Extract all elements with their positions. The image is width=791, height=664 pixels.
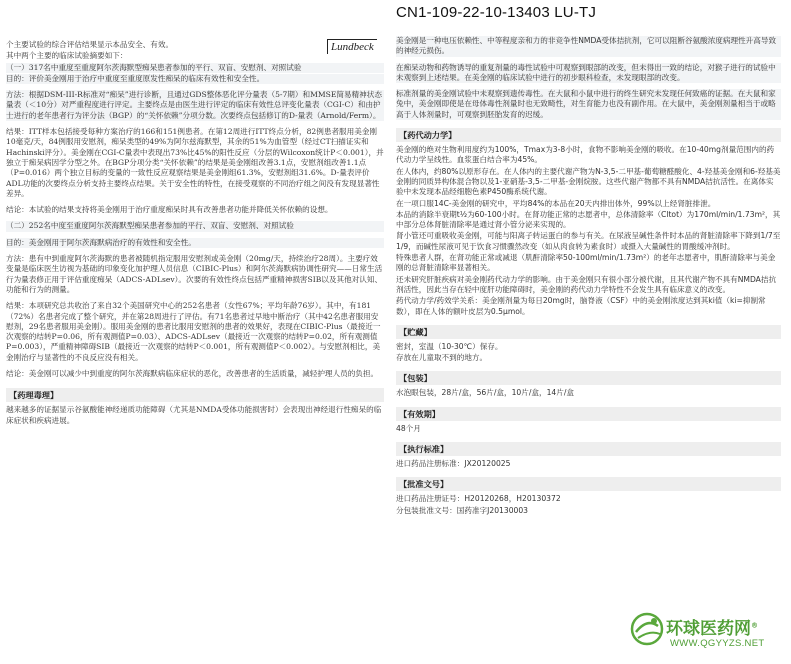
storage-header: 【贮藏】 [396, 325, 781, 339]
trial1-method: 方法：根据DSM-III-R标准对“痴呆”进行诊断，且通过GDS整体恶化评分量表（5-7期）和MMSE简易精神状态量表（＜10分）对严重程度进行评定。主要终点是由医生进行评定的临床有效性总评变化量表（CGI-C）和由护士进行的老年患者行为评分法（BGP）的“关怀依赖”分项分数。次要终点包括修订的D-量表（Arnold/Ferm）。 [6, 90, 384, 121]
approval-header: 【批准文号】 [396, 477, 781, 491]
pk-hepatic: 还未研究肝脏疾病对美金刚药代动力学的影响。由于美金刚只有很小部分被代谢，且其代谢产物不具有NMDA拮抗剂活性，因此当存在轻中度肝功能障碍时，美金刚的药代动力学特性不会发生具有临床意义的改变。 [396, 274, 777, 294]
approval-text-2: 分包装批准文号：国药准字J20130003 [396, 505, 529, 515]
pharmacology-text-1: 美金刚是一种电压依赖性、中等程度亲和力的非竞争性NMDA受体拮抗剂，它可以阻断谷氨酸浓度病理性升高导致的神经元损伤。 [396, 36, 781, 57]
package-header: 【包装】 [396, 371, 781, 385]
watermark-url: WWW.QGYYZS.NET [670, 638, 765, 649]
trial1-conclusion: 结论：本试验的结果支持将美金刚用于治疗重度痴呆时具有改善患者功能并降低关怀依赖的设想。 [6, 205, 333, 215]
globe-logo-icon [630, 612, 664, 646]
trial2-conclusion: 结论：美金刚可以减少中到重度的阿尔茨海默病临床症状的恶化，改善患者的生活质量，减轻护理人员的负担。 [6, 369, 379, 379]
pk-special-populations: 特殊患者人群，在肾功能正常或减退（肌酐清除率50-100ml/min/1.73m²）的老年志愿者中，肌酐清除率与美金刚的总肾脏清除率显著相关。 [396, 253, 776, 273]
trial2-title: （二）252名中度至重度阿尔茨海默型痴呆患者参加的平行、双盲、安慰剂、对照试验 [6, 221, 384, 231]
pharmacology-toxicology-header: 【药理毒理】 [6, 388, 384, 402]
document-code: CN1-109-22-10-13403 LU-TJ [396, 4, 597, 21]
pk-renal: 肾小管还可重吸收美金刚，可能与阳离子转运蛋白的参与有关。在尿液呈碱性条件时本品的肾脏清除率下降到1/7至1/9，而碱性尿液可见于饮食习惯骤然改变（如从肉食转为素食时）或摄入大量碱性的胃酸缓冲剂时。 [396, 231, 781, 251]
lundbeck-logo: Lundbeck [327, 39, 377, 54]
validity-text: 48个月 [396, 423, 421, 433]
storage-text-2: 存放在儿童取不到的地方。 [396, 353, 488, 363]
trial1-result: 结果：ITT样本包括接受每种方案治疗的166和151例患者。在第12周进行ITT终点分析，82例患者服用美金刚10毫克/天，84例服用安慰剂，痴呆类型的49%为阿尔兹海默型，其余的51%为血管型（经过CT扫描证实和Hachinski评分）。美金刚在CGI-C量表中表现出73%比45%的阳性反应（分层的Wilcoxon统计P＜0.001），并独立于痴呆病因学分型之外。在BGP分项分类“关怀依赖”的结果是美金刚组改善3.1点，安慰剂组改善1.1点（P=0.016）两个独立目标的变量的一致性反应观察结果是美金刚组61.3%，安慰剂组31.6%。D-量表评价ADL功能的次要终点分析支持主要终点结果。关于安全性的特性，在接受观察的不同治疗组之间没有发现显著性差异。 [6, 127, 384, 198]
trial1-title: （一）317名中重度至重度阿尔茨海默型痴呆患者参加的平行、双盲、安慰剂、对照试验 [6, 63, 384, 73]
left-column [6, 40, 384, 655]
intro-text-2: 其中两个主要的临床试验摘要如下： [6, 51, 128, 61]
pk-excretion: 在一项口服14C-美金刚的研究中，平均84%的本品在20天内排出体外，99%以上经肾脏排泄。 [396, 198, 716, 208]
package-text: 水泡眼包装，28片/盒，56片/盒，10片/盒，14片/盒 [396, 388, 574, 398]
validity-header: 【有效期】 [396, 407, 781, 421]
watermark [630, 610, 785, 658]
right-column [396, 36, 781, 654]
trial1-goal: 目的：评价美金刚用于治疗中重度至重度原发性痴呆的临床有效性和安全性。 [6, 74, 384, 84]
pharmacokinetics-header: 【药代动力学】 [396, 128, 781, 142]
pk-elimination: 本品的消除半衰期t½为60-100小时。在肾功能正常的志愿者中，总体清除率（Cltot）为170ml/min/1.73m²，其中部分总体肾脏清除率是通过肾小管分泌来实现的。 [396, 209, 781, 230]
pk-pd-relationship: 药代动力学/药效学关系：美金刚剂量为每日20mg时，脑脊液（CSF）中的美金刚浓度达到其ki值（ki=抑制常数），即在人体的额叶皮层为0.5μmol。 [396, 296, 766, 316]
trial2-result: 结果：本项研究总共收治了来自32个美国研究中心的252名患者（女性67%；平均年龄76岁）。其中，有181（72%）名患者完成了整个研究，并在第28周进行了评估。有71名患者过早地中断治疗（其中42名患者服用安慰剂，29名患者服用美金刚）。服用美金刚的患者比服用安慰剂的患者的效果好，表现在CIBIC-Plus（最接近一次观察的结转P=0.06，所有观测值P=0.03）、ADCS-ADLsev（最接近一次观察的结转P=0.02，所有观测值P=0.003），严重精神障碍SIB（最接近一次观察的结转P＜0.001，所有观测值P＜0.002）。与安慰剂相比，美金刚治疗与显著性的不良反应没有相关。 [6, 301, 381, 362]
approval-text-1: 进口药品注册证号：H20120268，H20130372 [396, 494, 561, 504]
watermark-name: 环球医药网® [666, 619, 758, 639]
storage-text-1: 密封，室温（10-30℃）保存。 [396, 341, 503, 351]
pharmacology-toxicology-text: 越来越多的证据显示谷氨酸能神经递质功能障碍（尤其是NMDA受体功能损害时）会表现出神经退行性痴呆的临床症状和疾病进展。 [6, 405, 382, 425]
trial2-goal: 目的：美金刚用于阿尔茨海默病治疗的有效性和安全性。 [6, 238, 384, 248]
trial2-method: 方法：患有中到重度阿尔茨海默的患者被随机指定服用安慰剂或美金刚（20mg/天，持续治疗28周）。主要疗效变量是临床医生访视为基础的印象变化加护理人员信息（CIBIC-Plus）和阿尔茨海默病协调性研究——日常生活行为量表修正用于评估重度痴呆（ADCS-ADLsev）。次要的有效性终点包括严重精神损害SIB以及其他对认知、功能和行为的测量。 [6, 254, 383, 294]
intro-text: 个主要试验的综合评估结果显示本品安全、有效。 [6, 40, 174, 49]
pk-absorption: 美金刚的绝对生物利用度约为100%，Tmax为3-8小时，食物不影响美金刚的吸收。在10-40mg剂量范围内的药代动力学呈线性。血浆蛋白结合率为45%。 [396, 145, 775, 165]
pharmacology-text-2: 在痴呆动物和药物诱导的重复剂量的毒性试验中可观察到眼部的改变，但未得出一致的结论，对猴子进行的试验中未观察到上述结果。在美金刚的临床试验中进行的初步眼科检查，未发现眼部的改变。 [396, 63, 781, 84]
pk-metabolism: 在人体内，约80%以原形存在。在人体内的主要代谢产物为N-3,5-二甲基-葡萄糖醛酸化、4-羟基美金刚和6-羟基美金刚的同质异构体混合物以及1-亚硝基-3,5-二甲基-金刚烷胺。这些代谢产物都不具有NMDA拮抗活性。在离体实验中未发现本品经细胞色素P450酶系统代谢。 [396, 166, 781, 197]
standard-text: 进口药品注册标准：JX20120025 [396, 459, 511, 469]
pharmacology-text-3: 标准剂量的美金刚试验中未观察到遗传毒性。在大鼠和小鼠中进行的终生研究未发现任何致癌的证据。在大鼠和家兔中，美金刚即使是在母体毒性剂量时也无致畸性，对生育能力也没有副作用。在大鼠中，美金刚剂量相当于或略高于人体剂量时，可观察到胚胎发育的迟缓。 [396, 89, 781, 120]
standard-header: 【执行标准】 [396, 442, 781, 456]
